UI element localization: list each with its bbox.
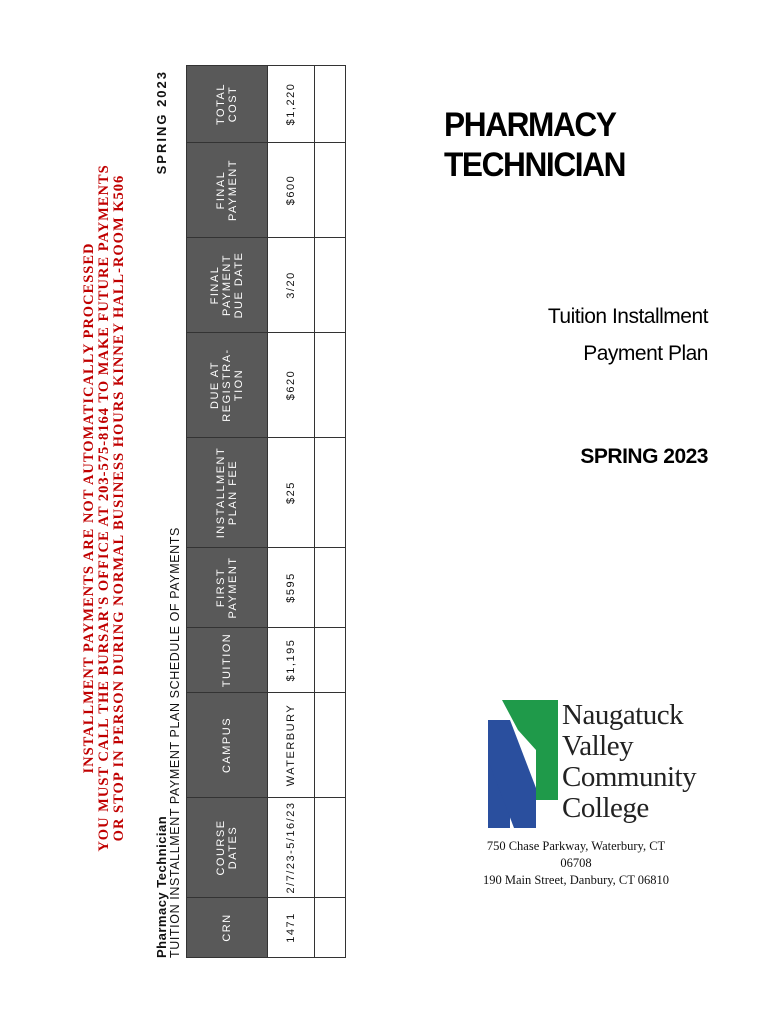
- cell-crn: 1471: [268, 898, 315, 958]
- column-header: FINAL PAYMENT: [187, 143, 268, 238]
- table-row: [268, 66, 315, 958]
- rotated-schedule-panel: [82, 58, 322, 958]
- schedule-heading: TUITION INSTALLMENT PAYMENT PLAN SCHEDULE OF PAYMENTS: [168, 527, 182, 958]
- notice-line-2: YOU MUST CALL THE BURSAR'S OFFICE AT 203-575-8164 TO MAKE FUTURE PAYMENTS: [96, 164, 112, 852]
- table-header-row: [187, 66, 268, 958]
- cover-subtitle: [548, 298, 708, 372]
- address-danbury: 190 Main Street, Danbury, CT 06810: [482, 873, 670, 887]
- cover-title: [444, 105, 625, 185]
- cover-subtitle-line-2: Payment Plan: [583, 342, 708, 365]
- column-header: INSTALLMENT PLAN FEE: [187, 438, 268, 548]
- cell-tuition: $1,195: [268, 628, 315, 693]
- column-header: TOTAL COST: [187, 66, 268, 143]
- payment-schedule-table: [186, 65, 346, 958]
- cell-first-payment: $595: [268, 548, 315, 628]
- cell-due-at-registration: $620: [268, 333, 315, 438]
- table-row-empty: [315, 66, 346, 958]
- college-address: [476, 838, 676, 889]
- college-name: [562, 700, 696, 824]
- notice-line-3: OR STOP IN PERSON DURING NORMAL BUSINESS HOURS KINNEY HALL-ROOM K506: [111, 174, 127, 842]
- cell-final-due-date: 3/20: [268, 238, 315, 333]
- college-name-line-2: Valley: [562, 730, 634, 762]
- cell-final-payment: $600: [268, 143, 315, 238]
- college-name-line-4: College: [562, 792, 649, 824]
- column-header: CAMPUS: [187, 693, 268, 798]
- column-header: FINAL PAYMENT DUE DATE: [187, 238, 268, 333]
- cover-title-line-1: PHARMACY: [444, 106, 616, 144]
- cover-subtitle-line-1: Tuition Installment: [547, 305, 708, 328]
- cell-total-cost: $1,220: [268, 66, 315, 143]
- notice-line-1: INSTALLMENT PAYMENTS ARE NOT AUTOMATICALLY PROCESSED: [81, 242, 97, 774]
- column-header: CRN: [187, 898, 268, 958]
- cell-plan-fee: $25: [268, 438, 315, 548]
- column-header: COURSE DATES: [187, 798, 268, 898]
- cell-campus: WATERBURY: [268, 693, 315, 798]
- college-name-line-1: Naugatuck: [562, 699, 684, 731]
- college-logo-icon: [488, 700, 558, 828]
- program-name: Pharmacy Technician: [154, 815, 169, 958]
- college-name-line-3: Community: [562, 761, 697, 793]
- cover-term: SPRING 2023: [580, 445, 708, 468]
- column-header: FIRST PAYMENT: [187, 548, 268, 628]
- address-waterbury: 750 Chase Parkway, Waterbury, CT 06708: [486, 839, 666, 870]
- column-header: TUITION: [187, 628, 268, 693]
- column-header: DUE AT REGISTRA-TION: [187, 333, 268, 438]
- cell-course-dates: 2/7/23-5/16/23: [268, 798, 315, 898]
- cover-title-line-2: TECHNICIAN: [444, 146, 626, 184]
- schedule-term: SPRING 2023: [154, 70, 169, 175]
- payment-notice: [82, 58, 127, 958]
